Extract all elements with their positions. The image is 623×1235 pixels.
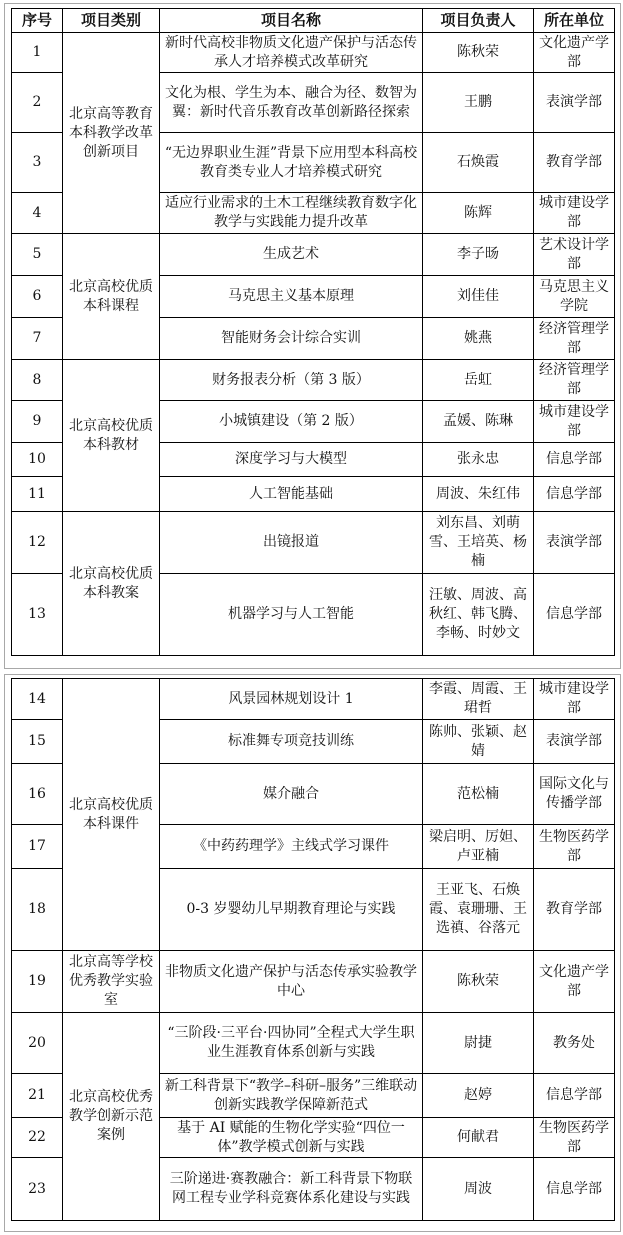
project-name: 非物质文化遗产保护与活态传承实验教学中心 [160, 951, 423, 1013]
row-no: 13 [12, 574, 63, 656]
project-leader: 石焕霞 [423, 133, 534, 193]
project-unit: 生物医药学部 [534, 1118, 615, 1158]
table-row [12, 1013, 615, 1074]
project-leader: 张永忠 [423, 443, 534, 477]
header-unit: 所在单位 [534, 9, 615, 33]
project-name: “无边界职业生涯”背景下应用型本科高校教育类专业人才培养模式研究 [160, 133, 423, 193]
project-unit: 经济管理学部 [534, 360, 615, 401]
project-name: 小城镇建设（第 2 版） [160, 401, 423, 443]
project-unit: 城市建设学部 [534, 193, 615, 234]
project-unit: 艺术设计学部 [534, 234, 615, 276]
header-leader: 项目负责人 [423, 9, 534, 33]
project-unit: 信息学部 [534, 1074, 615, 1118]
project-name: 新工科背景下“教学–科研–服务”三维联动创新实践教学保障新范式 [160, 1074, 423, 1118]
project-unit: 信息学部 [534, 443, 615, 477]
header-project-name: 项目名称 [160, 9, 423, 33]
project-name: 新时代高校非物质文化遗产保护与活态传承人才培养模式改革研究 [160, 33, 423, 73]
project-unit: 国际文化与传播学部 [534, 764, 615, 825]
table-row [12, 33, 615, 73]
project-unit: 经济管理学部 [534, 318, 615, 360]
project-name: 出镜报道 [160, 512, 423, 574]
row-no: 7 [12, 318, 63, 360]
header-no: 序号 [12, 9, 63, 33]
project-leader: 陈秋荣 [423, 951, 534, 1013]
category-cell: 北京高校优质本科教材 [63, 360, 160, 512]
project-leader: 刘东昌、刘萌雪、王培英、杨楠 [423, 512, 534, 574]
projects-table-part-2 [11, 678, 615, 1221]
project-name: 人工智能基础 [160, 477, 423, 512]
project-leader: 陈秋荣 [423, 33, 534, 73]
row-no: 5 [12, 234, 63, 276]
row-no: 1 [12, 33, 63, 73]
category-cell: 北京高校优秀教学创新示范案例 [63, 1013, 160, 1221]
row-no: 16 [12, 764, 63, 825]
table-row [12, 679, 615, 720]
project-unit: 表演学部 [534, 73, 615, 133]
project-leader: 王亚飞、石焕霞、袁珊珊、王选禛、谷落元 [423, 869, 534, 951]
project-unit: 表演学部 [534, 512, 615, 574]
row-no: 9 [12, 401, 63, 443]
category-cell: 北京高等学校优秀教学实验室 [63, 951, 160, 1013]
project-leader: 范松楠 [423, 764, 534, 825]
row-no: 18 [12, 869, 63, 951]
table-row [12, 512, 615, 574]
project-unit: 教育学部 [534, 869, 615, 951]
project-name: 机器学习与人工智能 [160, 574, 423, 656]
project-name: 文化为根、学生为本、融合为径、数智为翼：新时代音乐教育改革创新路径探索 [160, 73, 423, 133]
project-name: 风景园林规划设计 1 [160, 679, 423, 720]
project-unit: 文化遗产学部 [534, 33, 615, 73]
category-cell: 北京高校优质本科课程 [63, 234, 160, 360]
project-unit: 马克思主义学院 [534, 276, 615, 318]
project-leader: 何献君 [423, 1118, 534, 1158]
project-leader: 周波 [423, 1158, 534, 1221]
row-no: 22 [12, 1118, 63, 1158]
project-leader: 周波、朱红伟 [423, 477, 534, 512]
row-no: 11 [12, 477, 63, 512]
project-leader: 陈帅、张颖、赵婧 [423, 720, 534, 764]
row-no: 8 [12, 360, 63, 401]
project-unit: 城市建设学部 [534, 401, 615, 443]
category-cell: 北京高等教育本科教学改革创新项目 [63, 33, 160, 234]
category-cell: 北京高校优质本科课件 [63, 679, 160, 951]
project-leader: 尉捷 [423, 1013, 534, 1074]
project-name: 深度学习与大模型 [160, 443, 423, 477]
project-unit: 生物医药学部 [534, 825, 615, 869]
project-leader: 岳虹 [423, 360, 534, 401]
project-name: 生成艺术 [160, 234, 423, 276]
row-no: 15 [12, 720, 63, 764]
project-unit: 教育学部 [534, 133, 615, 193]
table-row [12, 234, 615, 276]
table-page-1 [4, 3, 621, 669]
project-leader: 王鹏 [423, 73, 534, 133]
row-no: 12 [12, 512, 63, 574]
project-unit: 文化遗产学部 [534, 951, 615, 1013]
projects-table-part-1 [11, 8, 615, 656]
project-unit: 教务处 [534, 1013, 615, 1074]
project-name: 《中药药理学》主线式学习课件 [160, 825, 423, 869]
project-name: 财务报表分析（第 3 版） [160, 360, 423, 401]
table-row [12, 951, 615, 1013]
project-name: 基于 AI 赋能的生物化学实验“四位一体”教学模式创新与实践 [160, 1118, 423, 1158]
header-category: 项目类别 [63, 9, 160, 33]
project-unit: 城市建设学部 [534, 679, 615, 720]
project-leader: 赵婷 [423, 1074, 534, 1118]
row-no: 6 [12, 276, 63, 318]
project-name: 标准舞专项竞技训练 [160, 720, 423, 764]
project-unit: 信息学部 [534, 477, 615, 512]
project-name: “三阶段·三平台·四协同”全程式大学生职业生涯教育体系创新与实践 [160, 1013, 423, 1074]
table-row [12, 360, 615, 401]
row-no: 10 [12, 443, 63, 477]
row-no: 23 [12, 1158, 63, 1221]
row-no: 3 [12, 133, 63, 193]
project-leader: 陈辉 [423, 193, 534, 234]
project-leader: 孟媛、陈琳 [423, 401, 534, 443]
row-no: 20 [12, 1013, 63, 1074]
project-leader: 梁启明、厉妲、卢亚楠 [423, 825, 534, 869]
row-no: 4 [12, 193, 63, 234]
table-header-row [12, 9, 615, 33]
project-leader: 李子旸 [423, 234, 534, 276]
row-no: 17 [12, 825, 63, 869]
project-name: 三阶递进·赛教融合：新工科背景下物联网工程专业学科竞赛体系化建设与实践 [160, 1158, 423, 1221]
project-leader: 姚燕 [423, 318, 534, 360]
project-name: 马克思主义基本原理 [160, 276, 423, 318]
row-no: 14 [12, 679, 63, 720]
project-leader: 刘佳佳 [423, 276, 534, 318]
project-name: 媒介融合 [160, 764, 423, 825]
category-cell: 北京高校优质本科教案 [63, 512, 160, 656]
project-name: 0-3 岁婴幼儿早期教育理论与实践 [160, 869, 423, 951]
project-name: 适应行业需求的土木工程继续教育数字化教学与实践能力提升改革 [160, 193, 423, 234]
row-no: 21 [12, 1074, 63, 1118]
project-leader: 汪敏、周波、高秋红、韩飞腾、李畅、时妙文 [423, 574, 534, 656]
project-leader: 李霞、周霞、王珺哲 [423, 679, 534, 720]
row-no: 19 [12, 951, 63, 1013]
table-page-2 [4, 674, 621, 1232]
project-unit: 信息学部 [534, 1158, 615, 1221]
project-unit: 信息学部 [534, 574, 615, 656]
project-name: 智能财务会计综合实训 [160, 318, 423, 360]
project-unit: 表演学部 [534, 720, 615, 764]
row-no: 2 [12, 73, 63, 133]
